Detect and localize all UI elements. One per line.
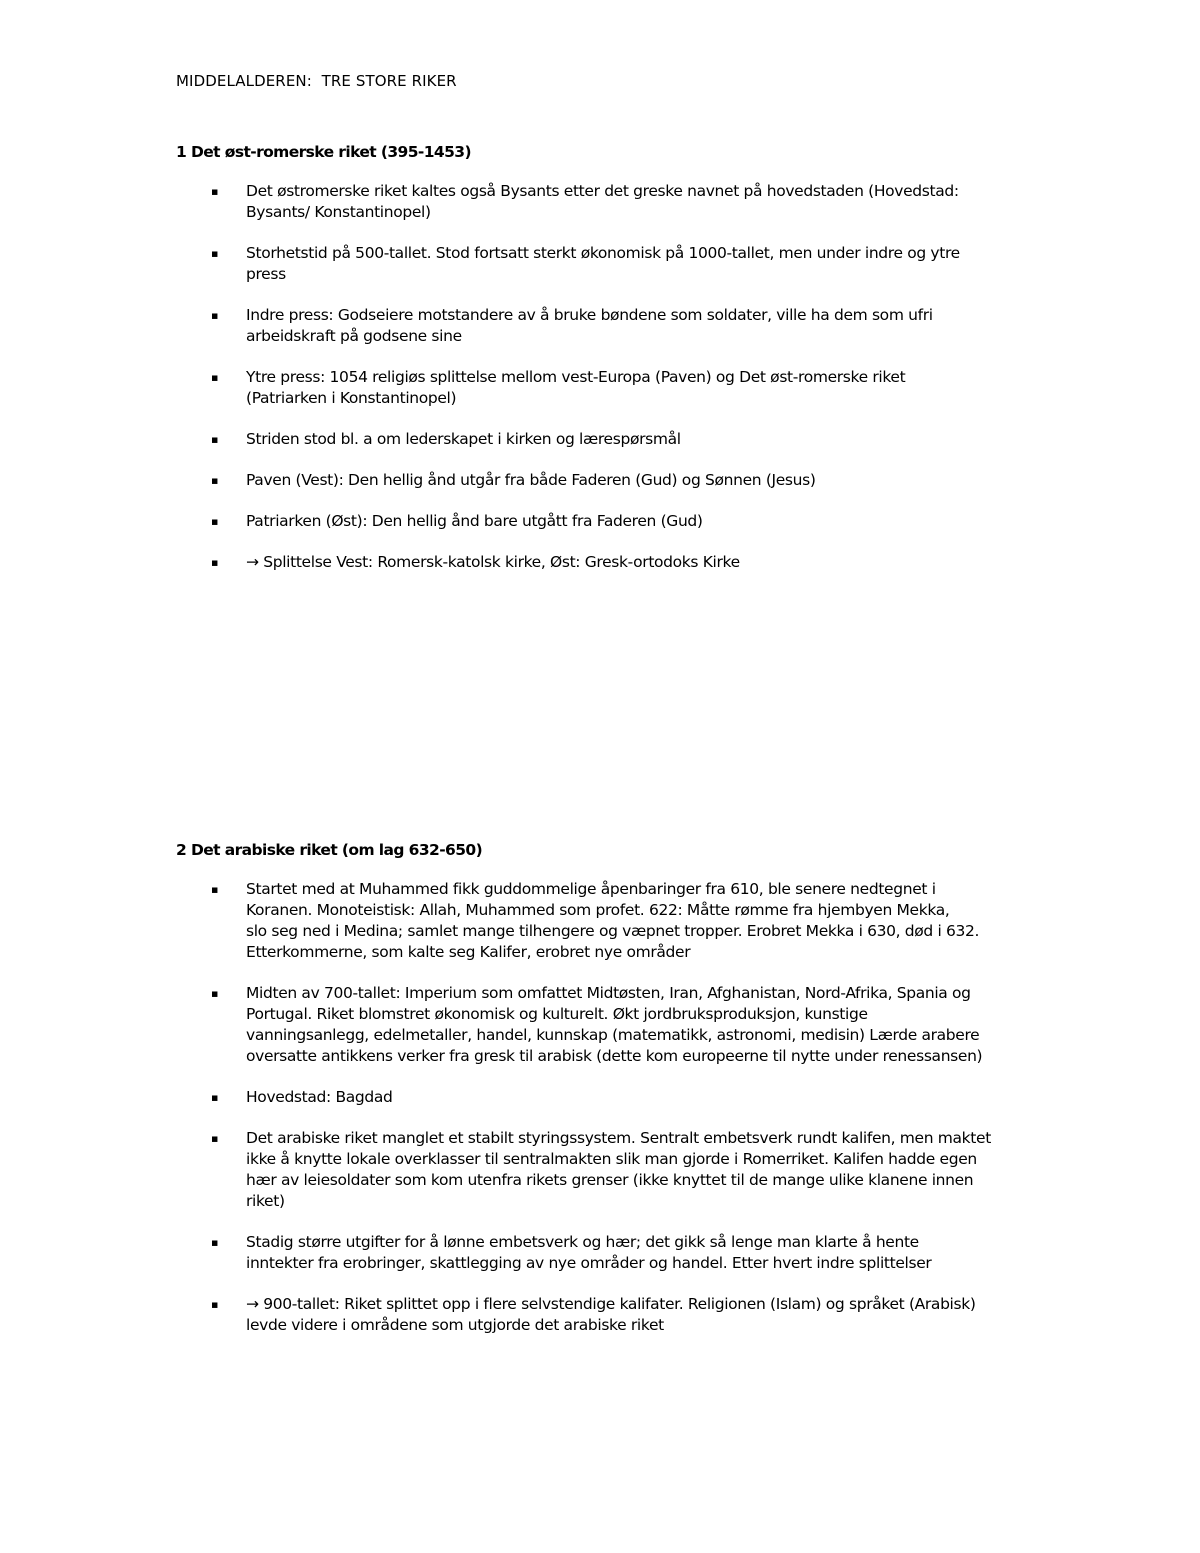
section-arab-empire [176, 840, 1036, 1356]
list-item [176, 1087, 1036, 1108]
list-item-text: Patriarken (Øst): Den hellig ånd bare utgått fra Faderen (Gud) [246, 512, 703, 530]
bullet-icon: ▪ [211, 1091, 219, 1104]
bullet-icon: ▪ [211, 474, 219, 487]
page-title: MIDDELALDEREN: TRE STORE RIKER [176, 72, 457, 90]
list-item [176, 1232, 1036, 1274]
bullet-icon: ▪ [211, 433, 219, 446]
bullet-icon: ▪ [211, 1298, 219, 1311]
list-item [176, 305, 1036, 347]
list-item [176, 243, 1036, 285]
bullet-icon: ▪ [211, 987, 219, 1000]
list-item-text: Startet med at Muhammed fikk guddommelige åpenbaringer fra 610, ble senere nedtegnet i Koranen. Monoteistisk: Allah, Muhammed som profet. 622: Måtte rømme fra hjembyen Mekka, slo seg ned i Medina; samlet mange tilhengere og væpnet tropper. Erobret Mekka i 630, død i 632. Etterkommerne, som kalte seg Kalifer, erobret nye områder [246, 880, 980, 961]
list-item-text: Indre press: Godseiere motstandere av å bruke bøndene som soldater, ville ha dem som ufri arbeidskraft på godsene sine [246, 306, 933, 345]
list-item [176, 429, 1036, 450]
list-item-text: Hovedstad: Bagdad [246, 1088, 393, 1106]
section-heading: 1 Det øst-romerske riket (395-1453) [176, 143, 471, 161]
bullet-icon: ▪ [211, 1236, 219, 1249]
list-item [176, 1128, 1036, 1212]
list-item-text: Midten av 700-tallet: Imperium som omfattet Midtøsten, Iran, Afghanistan, Nord-Afrika, Spania og Portugal. Riket blomstret økonomisk og kulturelt. Økt jordbruksproduksjon, kunstige vanningsanlegg, edelmetaller, handel, kunnskap (matematikk, astronomi, medisin) Lærde arabere oversatte antikkens verker fra gresk til arabisk (dette kom europeerne til nytte under renessansen) [246, 984, 983, 1065]
bullet-icon: ▪ [211, 1132, 219, 1145]
list-item [176, 1294, 1036, 1336]
list-item-text: Det østromerske riket kaltes også Bysants etter det greske navnet på hovedstaden (Hovedstad: Bysants/ Konstantinopel) [246, 182, 959, 221]
list-item-text: Det arabiske riket manglet et stabilt styringssystem. Sentralt embetsverk rundt kalifen, men maktet ikke å knytte lokale overklasser til sentralmakten slik man gjorde i Romerriket. Kalifen hadde egen hær av leiesoldater som kom utenfra rikets grenser (ikke knyttet til de mange ulike klanene innen riket) [246, 1129, 991, 1210]
list-item [176, 470, 1036, 491]
bullet-icon: ▪ [211, 185, 219, 198]
list-item [176, 983, 1036, 1067]
bullet-list [176, 181, 1036, 573]
list-item-text: Storhetstid på 500-tallet. Stod fortsatt sterkt økonomisk på 1000-tallet, men under indre og ytre press [246, 244, 960, 283]
list-item [176, 879, 1036, 963]
bullet-icon: ▪ [211, 556, 219, 569]
list-item-text: Paven (Vest): Den hellig ånd utgår fra både Faderen (Gud) og Sønnen (Jesus) [246, 471, 816, 489]
bullet-icon: ▪ [211, 309, 219, 322]
bullet-icon: ▪ [211, 247, 219, 260]
section-east-roman-empire [176, 142, 1036, 593]
section-heading: 2 Det arabiske riket (om lag 632-650) [176, 841, 483, 859]
list-item-text: Ytre press: 1054 religiøs splittelse mellom vest-Europa (Paven) og Det øst-romerske riket (Patriarken i Konstantinopel) [246, 368, 906, 407]
bullet-icon: ▪ [211, 371, 219, 384]
bullet-list [176, 879, 1036, 1336]
list-item-text: → Splittelse Vest: Romersk-katolsk kirke, Øst: Gresk-ortodoks Kirke [246, 553, 740, 571]
bullet-icon: ▪ [211, 515, 219, 528]
list-item-text: Stadig større utgifter for å lønne embetsverk og hær; det gikk så lenge man klarte å hente inntekter fra erobringer, skattlegging av nye områder og handel. Etter hvert indre splittelser [246, 1233, 932, 1272]
list-item [176, 511, 1036, 532]
list-item [176, 552, 1036, 573]
bullet-icon: ▪ [211, 883, 219, 896]
list-item [176, 367, 1036, 409]
list-item [176, 181, 1036, 223]
list-item-text: Striden stod bl. a om lederskapet i kirken og lærespørsmål [246, 430, 681, 448]
list-item-text: → 900-tallet: Riket splittet opp i flere selvstendige kalifater. Religionen (Islam) og språket (Arabisk) levde videre i områdene som utgjorde det arabiske riket [246, 1295, 976, 1334]
